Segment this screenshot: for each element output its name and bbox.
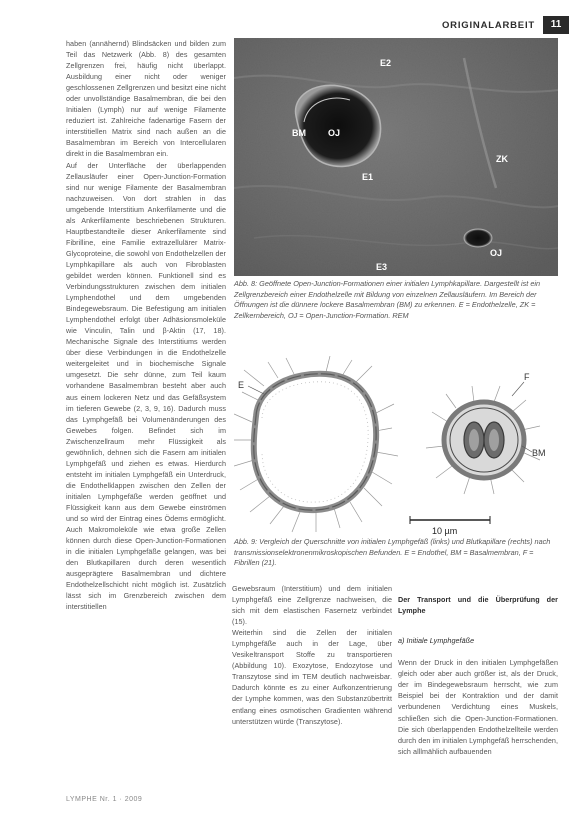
label-e1: E1 [362, 172, 374, 182]
page-footer: LYMPHE Nr. 1 · 2009 [66, 796, 143, 803]
label-oj-1: OJ [328, 128, 341, 138]
column-3-text: Wenn der Druck in den initialen Lymphgefäßen gleich oder aber auch größer ist, als der Druck, der im Bindegewebsraum herrscht, wie zum Beispiel bei der Kontraktion und der damit verbundenen Verdichtung eines Muskels, schließen sich die Open-Junction-Formationen. Die sich überlappenden Endothelzellteile werden durch den im initialen Lymphgefäß herrschenden, sich alllmählich aufbauenden [398, 658, 558, 756]
section-label: ORIGINALARBEIT [441, 20, 535, 31]
body-column-2: Gewebsraum (Interstitium) und dem initialen Lymphgefäß eine Zellgrenze nachweisen, die sich mit dem elastischen Fasernetz verbindet (15). Weiterhin sind die Zellen der initialen Lymphgefäße auch in der Lage, über Vesikeltransport Stoffe zu transportieren (Abbildung 10). Exozytose, Endozytose und Transzytose sind im TEM deutlich nachweisbar. Dadurch könnte es zu einer Aufkonzentrierung der Lymphe kommen, was den Substanzübertritt entlang eines osmotischen Gradienten während unterstützen würde (Transzytose). [232, 584, 392, 726]
label-e3: E3 [376, 262, 388, 272]
label-basal-membrane: BM [532, 448, 546, 458]
label-bm: BM [292, 128, 306, 138]
label-endothel: E [238, 380, 245, 390]
label-fibrillae: F [524, 372, 530, 382]
label-oj-2: OJ [490, 248, 503, 258]
page-header [421, 0, 581, 42]
body-column-3 [398, 583, 558, 757]
label-e2: E2 [380, 58, 392, 68]
figure-9-caption: Abb. 9: Vergleich der Querschnitte von initialen Lymphgefäß (links) und Blutkapillare (rechts) nach transmissionselektronenmikroskopischen Befunden. E = Endothel, BM = Basalmembran, F = Fibrillen (21). [234, 537, 551, 568]
section-heading: Der Transport und die Überprüfung der Lymphe [398, 595, 558, 616]
sem-micrograph [234, 38, 558, 276]
page-number: 11 [543, 16, 569, 34]
cross-section-diagram [234, 356, 558, 536]
body-column-1: haben (annähernd) Blindsäcken und bilden zum Teil das Netzwerk (Abb. 8) des gesamten Zellgrenzen frei, häufig nicht überlappt. Ausbildung einer nicht oder weniger geschlossenen Zellgrenzen und besitzt eine nicht oder unvollständige Basalmembran, die bei den Initialen (Lymph) nur auf wenige Filamente reduziert ist. Zahlreiche fadenartige Fasern der interstitiellen Matrix sind nach außen an die Basalmembran im Bereich von Intercellularen direkt in die Basalmembran ein. Auf der Unterfläche der überlappenden Zellausläufer einer Open-Junction-Formation sind nur wenige Filamente der Basalmembran nachzuweisen. Von dort strahlen in das umgebende Interstitium Ankerfilamente und die als Ankerfilamente beschriebenen Strukturen. Hauptbestandteile dieser Ankerfilamente sind Fibrilline, eine Familie extrazellulärer Matrix-Glycoproteine, die sowohl von Endothelzellen der Lymphkapillare als auch von Fibroblasten gebildet werden können. Funktionell sind es Verbindungsstrukturen zwischen dem initialen Lymphendothel und dem umgebenden Bindegewebsraum. Die Befestigung am initialen Lymphendothel erfolgt über Adhäsionsmoleküle wie Vinculin, Talin und β-Aktin (17, 18). Mechanische Signale des Interstitiums werden über diese Verbindungen in die Endothelzelle weitergeleitet und in biochemische Signale umgesetzt. Die sehr dünne, zum Teil kaum vorhandene Basalmembran besteht aber auch aus einem lockeren Netz und das Gefäßsystem im tieferen Gewebe (2, 3, 9, 16). Dadurch muss das Lymphgefäß bei Volumenänderungen des Gewebes folgen. Befindet sich im Zwischenzellraum mehr Flüssigkeit als gewöhnlich, dehnen sich die Fasern am initialen Lymphgefäß und ziehen es etwas. Hierdurch entsteht im initialen Lymphgefäß ein Unterdruck, die Endothelklappen zwischen den Zellen der initialen Lymphgefäße werden geöffnet und Flüssigkeit kann aus dem Gewebe einströmen und so wird der Eintrag eines Ödems ermöglicht. Auch Makromoleküle wie etwa große Zellen können durch diese Open-Junction-Formationen in die initialen Lymphgefäße gelangen, was bei den Blutkapillaren durch deren wesentlich ausgeprägtere Basalmembran und dichtere Endothelzellschicht nicht möglich ist. Zusätzlich lässt sich im Grenzbereich zwischen dem interstitiellen [66, 39, 226, 612]
scale-bar-label: 10 µm [432, 526, 458, 536]
figure-8-caption: Abb. 8: Geöffnete Open-Junction-Formationen einer initialen Lymphkapillare. Dargestellt ist ein Zellgrenzbereich einer Endothelzelle mit Bildung von einzelnen Zellausläufern. Im Bereich der Öffnungen ist die dünnere lockere Basalmembran (BM) zu erkennen. E = Endothelzelle, ZK = Zellkernbereich, OJ = Open-Junction-Formation. REM [234, 279, 541, 320]
sub-heading: a) Initiale Lymphgefäße [398, 636, 475, 646]
label-zk: ZK [496, 154, 508, 164]
